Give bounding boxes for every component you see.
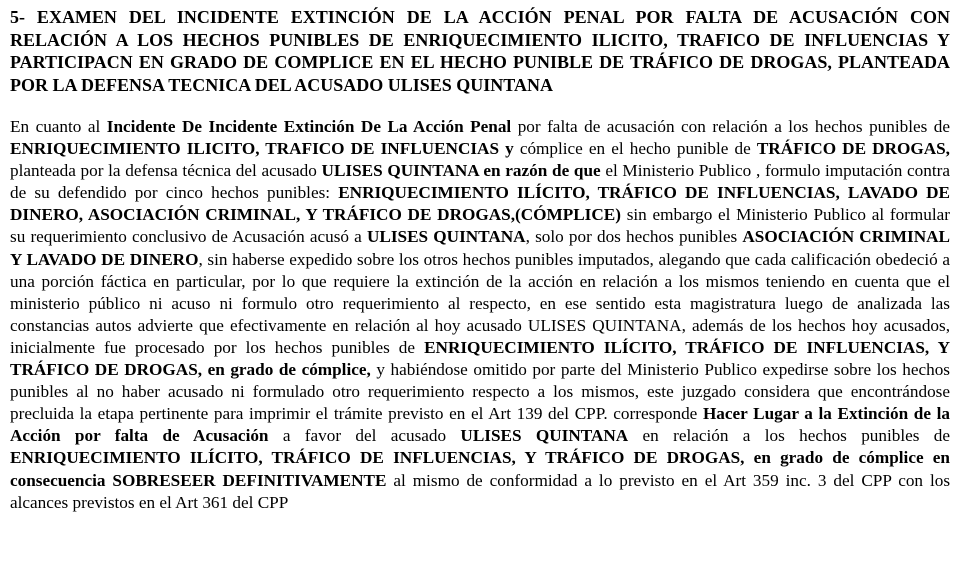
body-paragraph <box>10 116 950 514</box>
text-run: , solo por dos hechos punibles <box>525 227 743 247</box>
text-run: ASOCIACIÓN CRIMINAL Y LAVADO DE DINERO <box>10 227 950 269</box>
text-run: ULISES QUINTANA en razón de que <box>321 161 601 181</box>
text-run: por falta de acusación con relación a los hechos punibles de <box>511 117 951 136</box>
text-run: En cuanto al <box>10 117 107 136</box>
text-run: ENRIQUECIMIENTO ILÍCITO, TRÁFICO DE INFLUENCIAS, Y TRÁFICO DE DROGAS, en grado de cómplice en consecuencia SOBRESEER DEFINITIVAMENTE <box>10 448 950 490</box>
text-run: y habiéndose omitido por parte del Ministerio Publico expedirse sobre los hechos punibles al no haber acusado ni formulado otro requerimiento respecto a los mismos, este juzgado considera que encontrándose precluida la etapa pertinente para imprimir el trámite previsto en el Art 139 del CPP. corresponde <box>10 360 950 424</box>
text-run: Hacer Lugar a la Extinción de la Acción por falta de Acusación <box>10 404 951 446</box>
text-run: cómplice en el hecho punible de <box>513 139 757 159</box>
text-run: sin embargo el Ministerio Publico al formular su requerimiento conclusivo de Acusación acusó a <box>10 205 950 247</box>
text-run: a favor del acusado <box>268 426 461 446</box>
text-run: TRÁFICO DE DROGAS, <box>756 139 950 159</box>
text-run: ULISES QUINTANA <box>460 426 629 446</box>
text-run: ULISES QUINTANA <box>366 227 526 247</box>
text-run: el Ministerio Publico , formulo imputación contra de su defendido por cinco hechos punibles: <box>10 161 950 203</box>
heading-paragraph <box>10 6 950 96</box>
text-run: planteada por la defensa técnica del acusado <box>10 161 322 181</box>
text-run: , sin haberse expedido sobre los otros hechos punibles imputados, alegando que cada calificación obedeció a una porción fáctica en particular, por lo que requiere la extinción de la acción en relación a los mismos teniendo en cuenta que el ministerio público ni acuso ni formulo otro requerimiento al respecto, en ese sentido esta magistratura luego de analizada las constancias autos advierte que efectivamente en relación al hoy acusado ULISES QUINTANA, además de los hechos hoy acusados, inicialmente fue procesado por los hechos punibles de <box>10 249 950 357</box>
text-run: ENRIQUECIMIENTO ILICITO, TRAFICO DE INFLUENCIAS y <box>10 139 514 159</box>
text-run: al mismo de conformidad a lo previsto en el Art 359 inc. 3 del CPP con los alcances previstos en el Art 361 del CPP <box>10 470 951 512</box>
text-run: ENRIQUECIMIENTO ILÍCITO, TRÁFICO DE INFLUENCIAS, Y TRÁFICO DE DROGAS, en grado de cómplice, <box>10 337 951 380</box>
text-run: ENRIQUECIMIENTO ILÍCITO, TRÁFICO DE INFLUENCIAS, LAVADO DE DINERO, ASOCIACIÓN CRIMINAL, Y TRÁFICO DE DROGAS,(CÓMPLICE) <box>10 183 950 225</box>
text-run: en relación a los hechos punibles de <box>628 426 951 446</box>
text-run: 5- EXAMEN DEL INCIDENTE EXTINCIÓN DE LA ACCIÓN PENAL POR FALTA DE ACUSACIÓN CON RELACIÓN A LOS HECHOS PUNIBLES DE ENRIQUECIMIENTO ILICITO, TRAFICO DE INFLUENCIAS Y PARTICIPACN EN GRADO DE COMPLICE EN EL HECHO PUNIBLE DE TRÁFICO DE DROGAS, PLANTEADA POR LA DEFENSA TECNICA DEL ACUSADO ULISES QUINTANA <box>10 7 950 95</box>
text-run: Incidente De Incidente Extinción De La Acción Penal <box>106 117 512 136</box>
